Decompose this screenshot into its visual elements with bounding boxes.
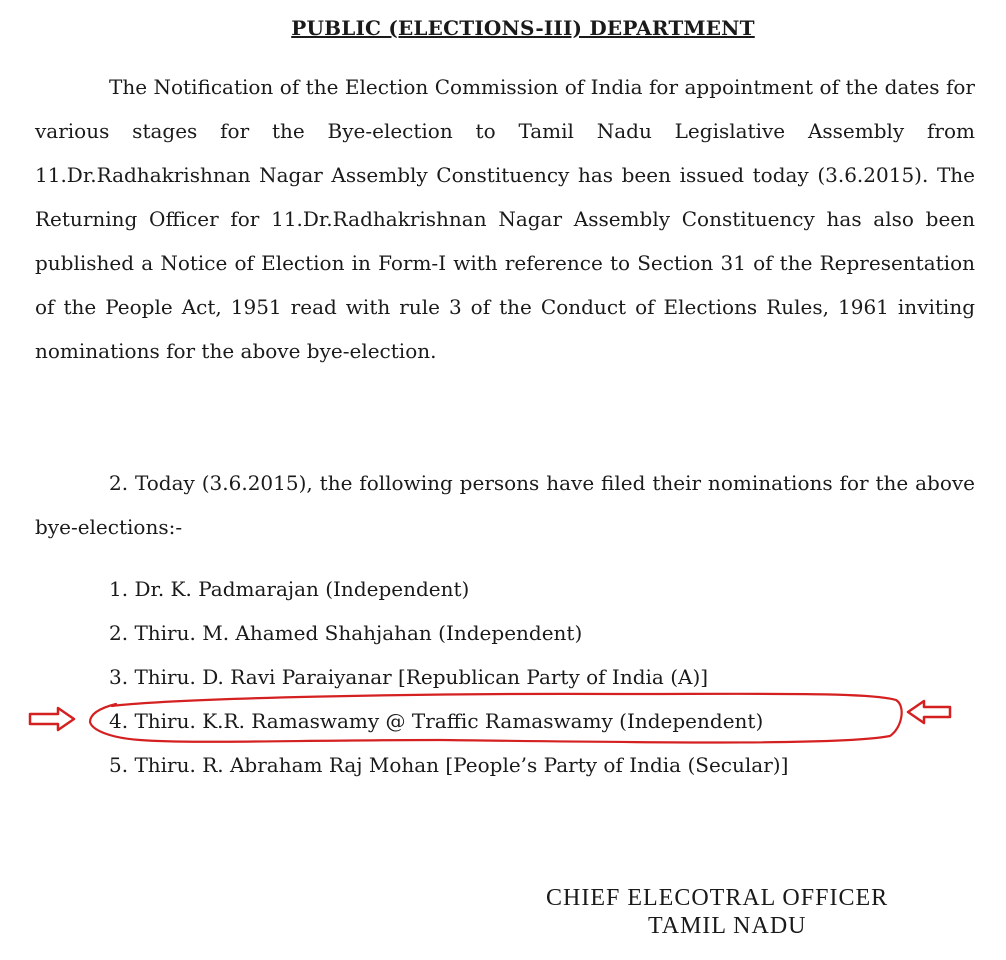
signature-title: CHIEF ELECOTRAL OFFICER xyxy=(546,885,889,911)
right-arrow-icon xyxy=(30,708,74,730)
list-item: 3. Thiru. D. Ravi Paraiyanar [Republican Party of India (A)] xyxy=(109,665,709,689)
signature-state: TAMIL NADU xyxy=(648,913,807,939)
notification-paragraph: The Notification of the Election Commission of India for appointment of the dates for various stages for the Bye-election to Tamil Nadu Legislative Assembly from 11.Dr.Radhakrishnan Nagar Assembly Constituency has been issued today (3.6.2015). The Returning Officer for 11.Dr.Radhakrishnan Nagar Assembly Constituency has also been published a Notice of Election in Form-I with reference to Section 31 of the Representation of the People Act, 1951 read with rule 3 of the Conduct of Elections Rules, 1961 inviting nominations for the above bye-election. xyxy=(35,75,975,363)
nominations-intro-paragraph: 2. Today (3.6.2015), the following persons have filed their nominations for the above bye-elections:- xyxy=(35,471,975,539)
list-item: 5. Thiru. R. Abraham Raj Mohan [People’s Party of India (Secular)] xyxy=(109,753,789,777)
list-item-highlighted: 4. Thiru. K.R. Ramaswamy @ Traffic Ramaswamy (Independent) xyxy=(109,709,764,733)
list-item: 2. Thiru. M. Ahamed Shahjahan (Independent) xyxy=(109,621,583,645)
department-heading: PUBLIC (ELECTIONS-III) DEPARTMENT xyxy=(291,16,755,40)
list-item: 1. Dr. K. Padmarajan (Independent) xyxy=(109,577,470,601)
nominations-list xyxy=(109,567,788,787)
left-arrow-icon xyxy=(908,701,950,723)
